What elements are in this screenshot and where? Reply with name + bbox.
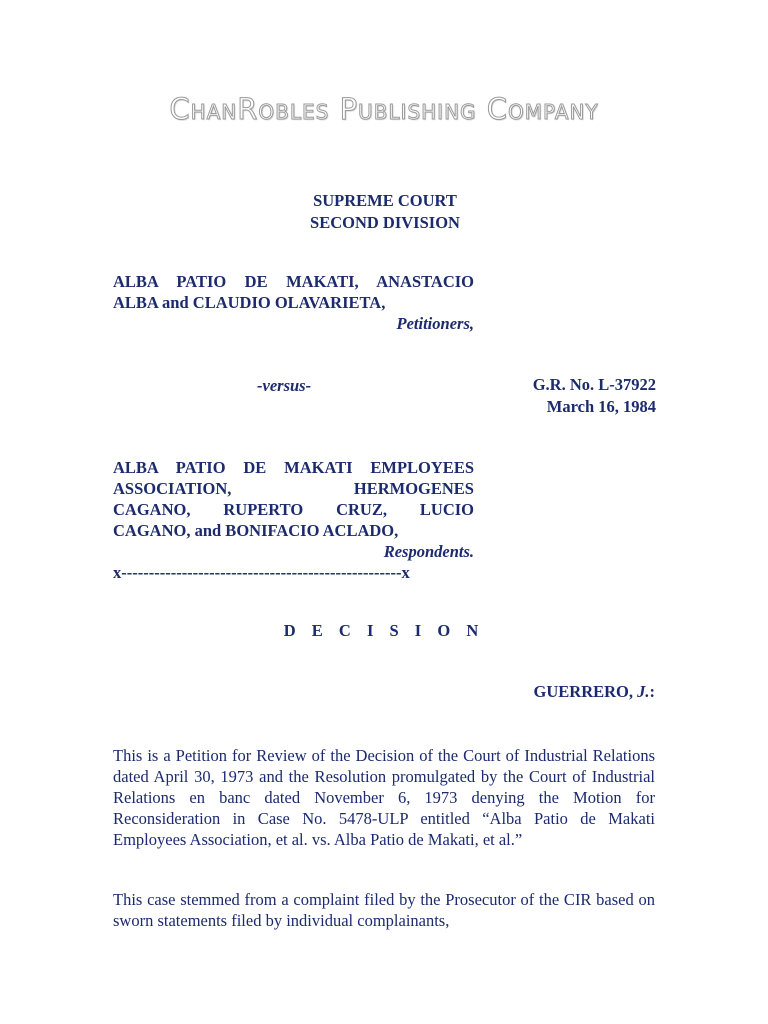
ponente — [534, 682, 655, 702]
case-reference — [490, 374, 656, 418]
body-paragraph: This is a Petition for Review of the Decision of the Court of Industrial Relations dated April 30, 1973 and the Resolution promulgated by the Court of Industrial Relations en banc dated November 6, 1973 denying the Motion for Reconsideration in Case No. 5478-ULP entitled “Alba Patio de Makati Employees Association, et al. vs. Alba Patio de Makati, et al.” — [113, 746, 655, 849]
separator-line: x---------------------------------------------------x — [113, 563, 410, 582]
decision-title: D E C I S I O N — [283, 621, 485, 640]
petitioners-line-2: ALBA and CLAUDIO OLAVARIETA, — [113, 293, 386, 312]
respondents-line-4: CAGANO, and BONIFACIO ACLADO, — [113, 521, 399, 540]
body-paragraph: This case stemmed from a complaint filed by the Prosecutor of the CIR based on sworn statements filed by individual complainants, — [113, 890, 655, 930]
court-division: SECOND DIVISION — [310, 213, 460, 232]
respondents-line-1: ALBA PATIO DE MAKATI EMPLOYEES — [113, 458, 474, 477]
decision-date: March 16, 1984 — [546, 397, 656, 416]
versus-label: -versus- — [257, 376, 312, 395]
respondents-line-2: ASSOCIATION, HERMOGENES — [113, 479, 474, 498]
respondents-role: Respondents. — [383, 542, 474, 561]
judge-suffix: J. — [637, 682, 650, 701]
petitioners-block — [113, 271, 474, 334]
court-name: SUPREME COURT — [313, 191, 457, 210]
petitioners-role: Petitioners, — [396, 314, 474, 333]
publisher-header: ChanRobles Publishing Company — [169, 92, 599, 126]
petitioners-line-1: ALBA PATIO DE MAKATI, ANASTACIO — [113, 272, 474, 291]
gr-number: G.R. No. L-37922 — [532, 375, 656, 394]
judge-name: GUERRERO, — [533, 682, 638, 701]
judge-colon: : — [649, 682, 655, 701]
respondents-line-3: CAGANO, RUPERTO CRUZ, LUCIO — [113, 500, 474, 519]
court-heading — [280, 190, 490, 234]
respondents-block — [113, 457, 474, 583]
